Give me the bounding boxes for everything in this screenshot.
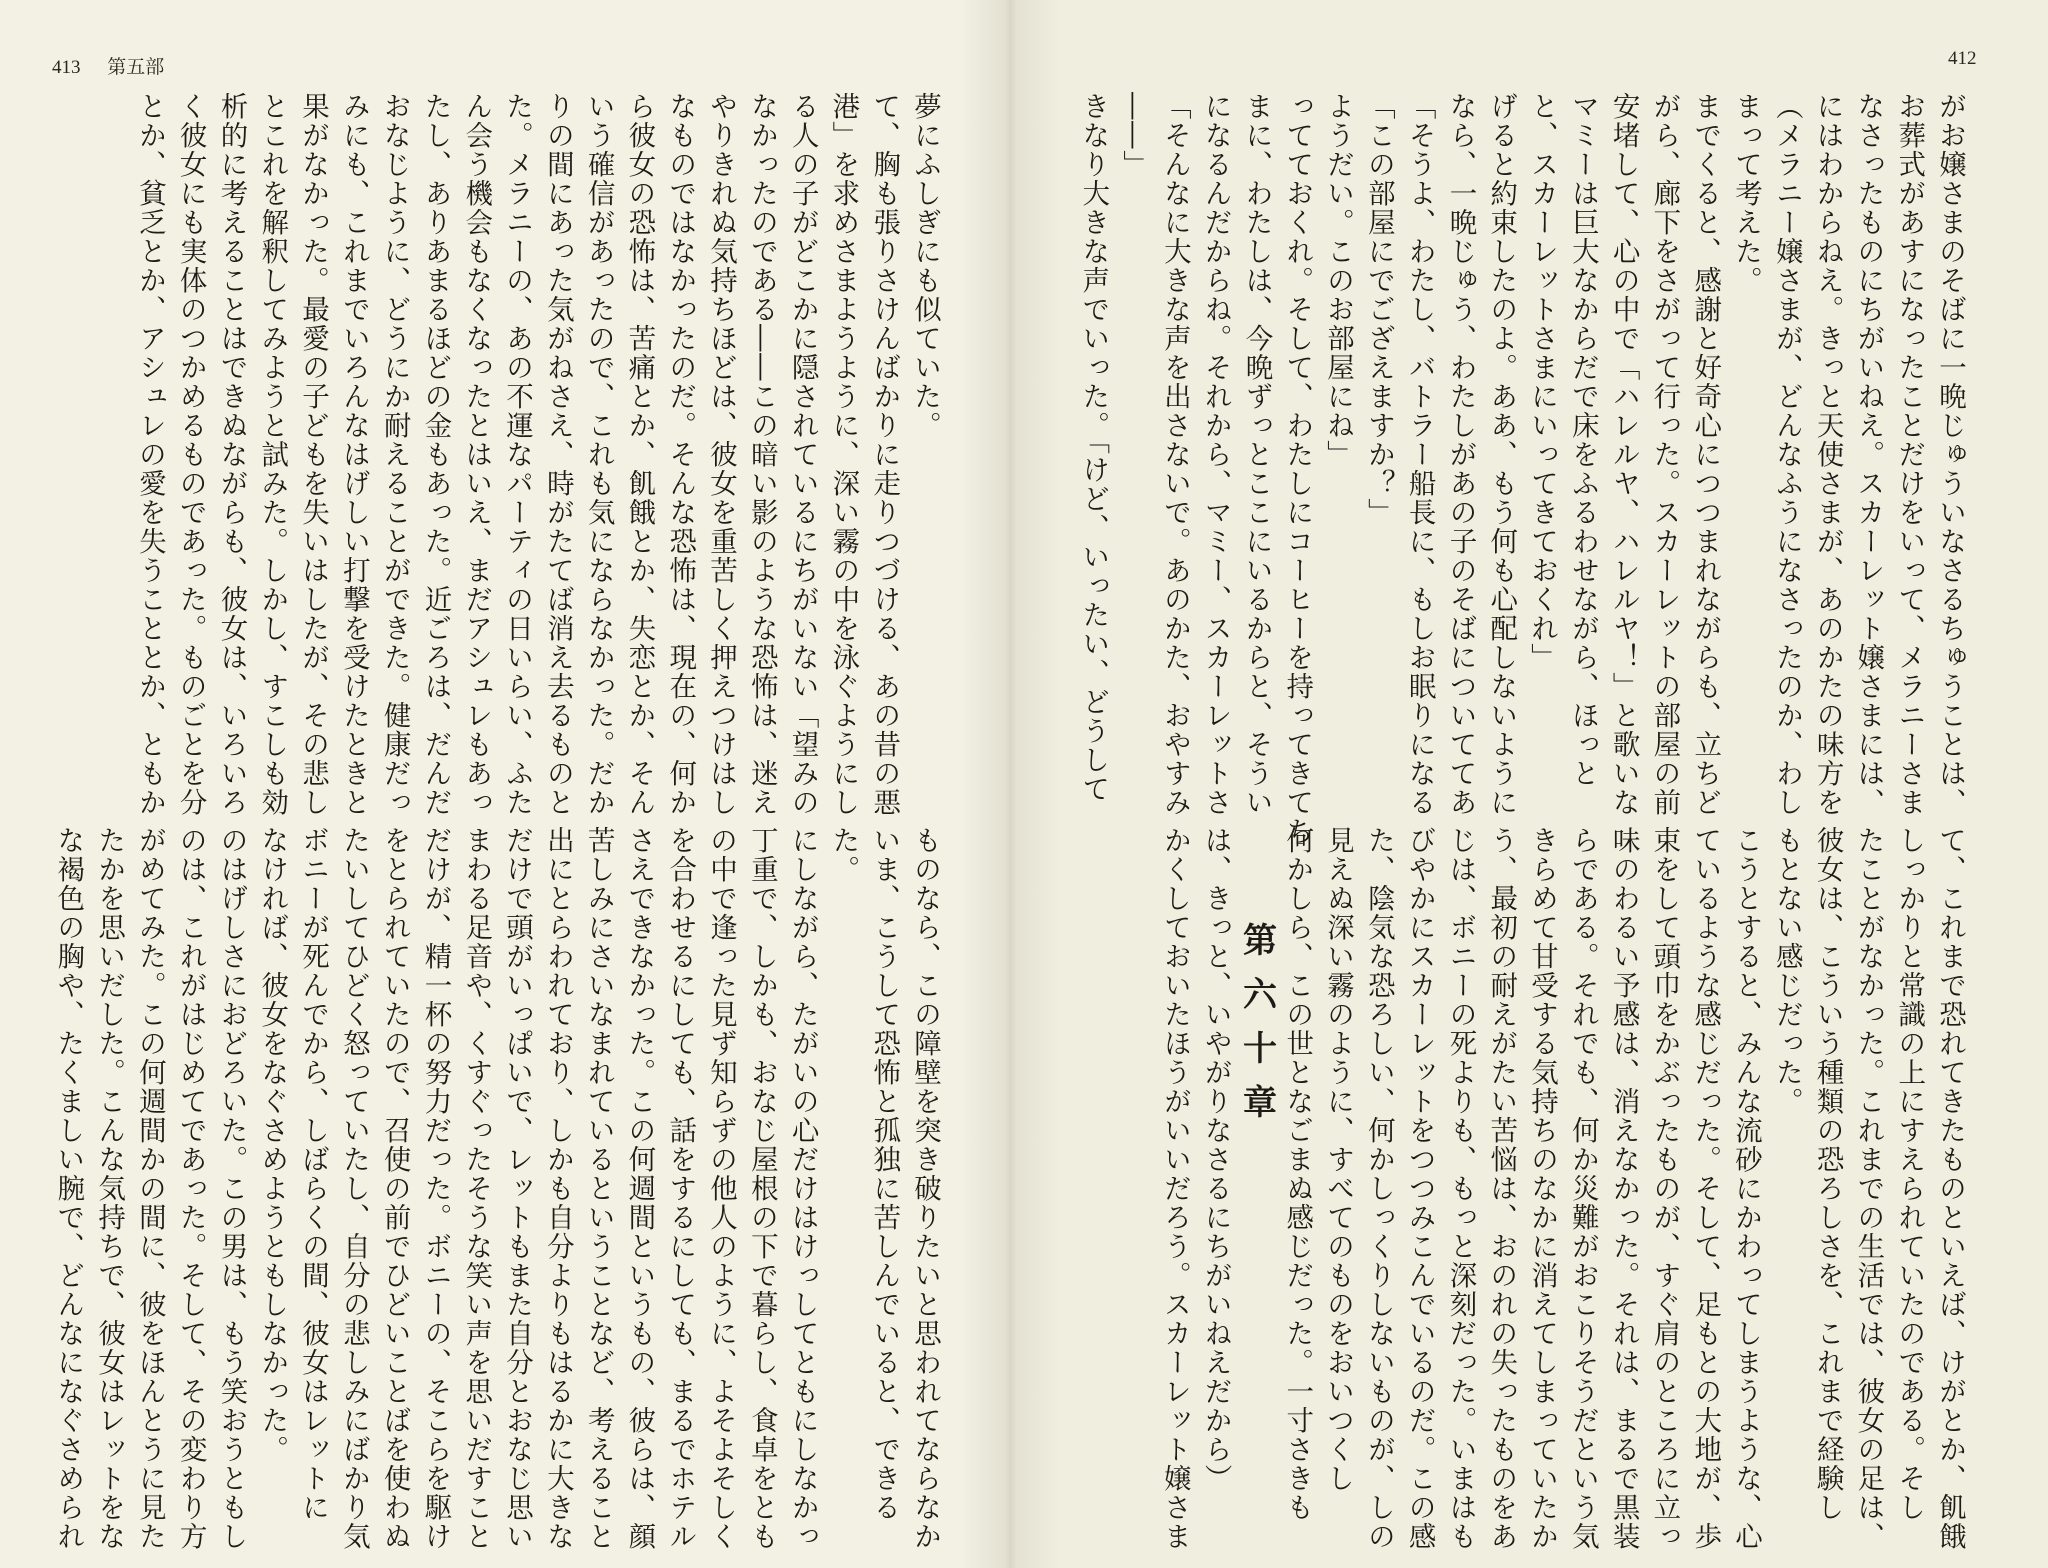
right-top-text-block (1070, 92, 1970, 846)
text-column: まわる足音や、くすぐったそうな笑い声を思いだすこと (460, 826, 493, 1551)
text-column: とこれを解釈してみようと試みた。しかし、すこしも効 (256, 92, 289, 817)
text-column: 出にとらわれており、しかも自分よりもはるかに大きな (541, 826, 574, 1551)
text-column: 「そうよ、わたし、バトラー船長に、もしお眠りになる (1403, 92, 1436, 817)
text-column: たし、ありあまるほどの金もあった。近ごろは、だんだ (419, 92, 452, 817)
text-column: 「この部屋にでござえますか？」 (1362, 92, 1395, 527)
text-column: だけが、精一杯の努力だった。ボニーの、そこらを駆け (419, 826, 452, 1551)
text-column: 束をして頭巾をかぶったものが、すぐ肩のところに立っ (1648, 826, 1681, 1551)
text-column: やりきれぬ気持ちほどは、彼女を重苦しく押えつけはし (705, 92, 738, 817)
text-column: ボニーが死んでから、しばらくの間、彼女はレットに (297, 826, 330, 1522)
text-column: おなじように、どうにか耐えることができた。健康だっ (378, 92, 411, 817)
text-column: マミーは巨大なからだで床をふるわせながら、ほっと (1566, 92, 1599, 788)
text-column: までくると、感謝と好奇心につつまれながらも、立ちど (1689, 92, 1722, 817)
text-column: らである。それでも、何か災難がおこりそうだという気 (1566, 826, 1599, 1551)
left-top-text-block (76, 92, 945, 817)
text-column: た。 (827, 826, 860, 884)
text-column: にはわからねえ。きっと天使さまが、あのかたの味方を (1811, 92, 1844, 817)
text-column: なかったのである――この暗い影のような恐怖は、迷え (745, 92, 778, 817)
text-column: たことがなかった。これまでの生活では、彼女の足は、 (1852, 826, 1885, 1551)
text-column: になるんだからね。それから、マミー、スカーレットさ (1199, 92, 1232, 817)
text-column: みにも、これまでいろんなはげしい打撃を受けたときと (337, 92, 370, 817)
text-column: と、スカーレットさまにいってきておくれ」 (1526, 92, 1559, 672)
text-column: なものではなかったのだ。そんな恐怖は、現在の、何か (664, 92, 697, 817)
text-column: こうとすると、みんな流砂にかわってしまうような、心 (1730, 826, 1763, 1551)
text-column: を合わせるにしても、話をするにしても、まるでホテル (664, 826, 697, 1551)
text-column: た。メラニーの、あの不運なパーティの日いらい、ふた (501, 92, 534, 817)
left-section-title: 第五部 (107, 57, 165, 78)
chapter-title: 第六十章 (1236, 922, 1277, 1138)
text-column: て、これまで恐れてきたものといえば、けがとか、飢餓 (1934, 826, 1966, 1551)
text-column: りの間にあった気がねさえ、時がたてば消え去るものと (541, 92, 574, 817)
text-column: びやかにスカーレットをつつみこんでいるのだ。この感 (1403, 826, 1436, 1551)
text-column: がら、廊下をさがって行った。スカーレットの部屋の前 (1648, 92, 1681, 817)
left-page-header (52, 52, 164, 79)
text-column: う、最初の耐えがたい苦悩は、おのれの失ったものをあ (1485, 826, 1518, 1551)
text-column: ようだい。このお部屋にね」 (1322, 92, 1355, 469)
text-column: きなり大きな声でいった。「けど、いったい、どうして (1077, 92, 1110, 804)
text-column: 味のわるい予感は、消えなかった。それは、まるで黒装 (1607, 826, 1640, 1551)
right-bottom-text-block (1070, 826, 1970, 1551)
text-column: ん会う機会もなくなったとはいえ、まだアシュレもあっ (460, 92, 493, 817)
text-column: とか、貧乏とか、アシュレの愛を失うこととか、ともか (133, 92, 166, 817)
text-column: た、陰気な恐ろしい、何かしっくりしないものが、しの (1362, 826, 1395, 1551)
text-column: まに、わたしは、今晩ずっとここにいるからと、そうい (1240, 92, 1273, 817)
left-page-number: 413 (52, 57, 81, 78)
text-column: （メラニー嬢さまが、どんなふうになさったのか、わし (1770, 92, 1803, 817)
text-column: 彼女は、こういう種類の恐ろしさを、これまで経験し (1811, 826, 1844, 1522)
text-column: 見えぬ深い霧のように、すべてのものをおいつくし (1322, 826, 1355, 1493)
text-column: いま、こうして恐怖と孤独に苦しんでいると、できる (868, 826, 901, 1522)
text-column: のは、これがはじめてであった。そして、その変わり方 (174, 826, 207, 1551)
text-column: 安堵して、心の中で「ハレルヤ、ハレルヤ！」と歌いな (1607, 92, 1640, 817)
book-gutter (960, 0, 1060, 1568)
text-column: ら彼女の恐怖は、苦痛とか、飢餓とか、失恋とか、そん (623, 92, 656, 817)
text-column: かくしておいたほうがいいだろう。スカーレット嬢さま (1158, 826, 1191, 1551)
text-column: きらめて甘受する気持ちのなかに消えてしまっていたか (1526, 826, 1559, 1551)
text-column: をとられていたので、召使の前でひどいことばを使わぬ (378, 826, 411, 1551)
text-column: がめてみた。この何週間かの間に、彼をほんとうに見た (133, 826, 166, 1551)
text-column: 何かしら、この世となごまぬ感じだった。一寸さきも (1281, 826, 1314, 1522)
text-column: な褐色の胸や、たくましい腕で、どんなになぐさめられ (52, 826, 85, 1551)
text-column: は、きっと、いやがりなさるにちがいねえだから） (1199, 826, 1232, 1493)
text-column: たかを思いだした。こんな気持ちで、彼女はレットをな (93, 826, 126, 1551)
left-bottom-text-block (52, 826, 945, 1551)
text-column: いう確信があったので、これも気にならなかった。だか (582, 92, 615, 817)
text-column: る人の子がどこかに隠されているにちがいない「望みの (786, 92, 819, 817)
text-column: 「そんなに大きな声を出さないで。あのかた、おやすみ (1158, 92, 1191, 817)
text-column: 析的に考えることはできぬながらも、彼女は、いろいろ (215, 92, 248, 817)
text-column: お葬式があすになったことだけをいって、メラニーさま (1893, 92, 1926, 817)
text-column: ってておくれ。そして、わたしにコーヒーを持ってきてち (1281, 92, 1314, 846)
text-column: く彼女にも実体のつかめるものであった。ものごとを分 (174, 92, 207, 817)
text-column: のはげしさにおどろいた。この男は、もう笑おうともし (215, 826, 248, 1551)
text-column: 苦しみにさいなまれているということなど、考えること (582, 826, 615, 1551)
text-column: ――」 (1118, 92, 1151, 179)
text-column: ものなら、この障壁を突き破りたいと思われてならなか (909, 826, 941, 1551)
text-column: しっかりと常識の上にすえられていたのである。そし (1893, 826, 1926, 1522)
text-column: がお嬢さまのそばに一晩じゅういなさるちゅうことは、 (1934, 92, 1966, 817)
text-column: たいしてひどく怒っていたし、自分の悲しみにばかり気 (337, 826, 370, 1551)
text-column: 夢にふしぎにも似ていた。 (909, 92, 941, 440)
text-column: ているような感じだった。そして、足もとの大地が、歩 (1689, 826, 1722, 1551)
text-column: にしながら、たがいの心だけはけっしてともにしなかっ (786, 826, 819, 1551)
text-column: げると約束したのよ。ああ、もう何も心配しないように (1485, 92, 1518, 817)
text-column: なければ、彼女をなぐさめようともしなかった。 (256, 826, 289, 1464)
text-column: の中で逢った見ず知らずの他人のように、よそよそしく (705, 826, 738, 1551)
text-column: 果がなかった。最愛の子どもを失いはしたが、その悲し (297, 92, 330, 817)
text-column: 港」を求めさまようように、深い霧の中を泳ぐようにし (827, 92, 860, 817)
text-column: もとない感じだった。 (1770, 826, 1803, 1116)
right-page-header (1948, 48, 1977, 70)
text-column: だけで頭がいっぱいで、レットもまた自分とおなじ思い (501, 826, 534, 1551)
text-column: なさったものにちがいねえ。スカーレット嬢さまには、 (1852, 92, 1885, 817)
text-column: まって考えた。 (1730, 92, 1763, 295)
text-column: さえできなかった。この何週間というもの、彼らは、顔 (623, 826, 656, 1551)
text-column: じは、ボニーの死よりも、もっと深刻だった。いまはも (1444, 826, 1477, 1551)
text-column: 丁重で、しかも、おなじ屋根の下で暮らし、食卓をとも (745, 826, 778, 1551)
right-page-number: 412 (1948, 48, 1977, 69)
text-column: て、胸も張りさけんばかりに走りつづける、あの昔の悪 (868, 92, 901, 817)
text-column: なら、一晩じゅう、わたしがあの子のそばについててあ (1444, 92, 1477, 817)
